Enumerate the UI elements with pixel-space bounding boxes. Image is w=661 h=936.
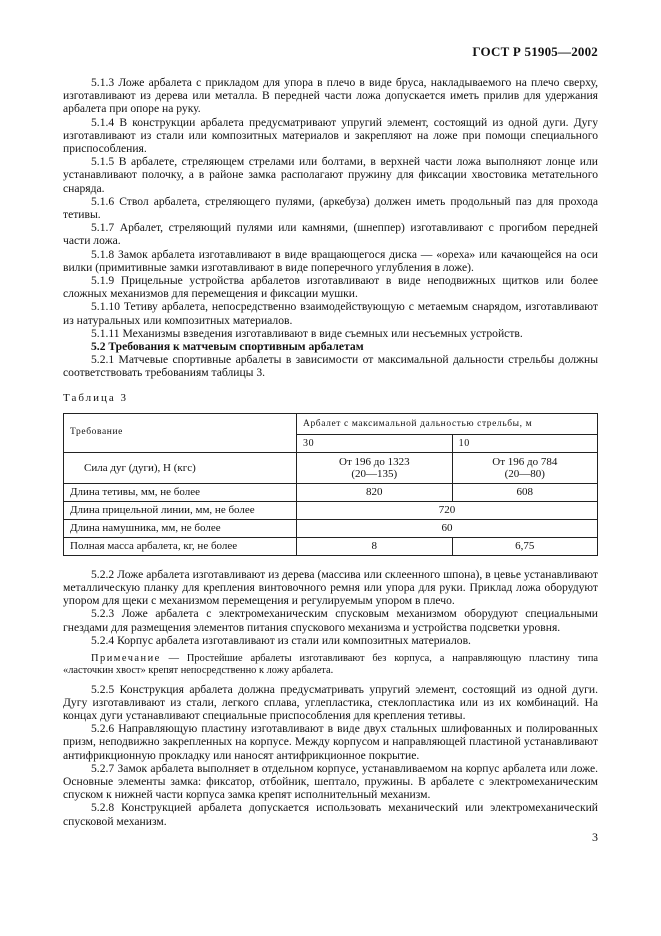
table-row: [64, 519, 598, 537]
table-header-requirement: Требование: [64, 413, 297, 452]
note-label: Примечание: [91, 653, 161, 665]
paragraph-5-1-5: 5.1.5 В арбалете, стреляющем стрелами или болтами, в верхней части ложа выполняют лонце или устанавливают полочку, а в районе замка располагают пружину для фиксации хвостовика метательного снаряда.: [63, 155, 598, 195]
cell-30m: 8: [297, 537, 453, 555]
table-caption: Таблица 3: [63, 391, 129, 404]
cell-merged: 720: [297, 501, 598, 519]
note-text: — Простейшие арбалеты изготавливают без корпуса, а направляющую пластину типа «ласточкин хвост» крепят непосредственно к ложу арбалета.: [63, 653, 598, 677]
paragraph-5-2-1: 5.2.1 Матчевые спортивные арбалеты в зависимости от максимальной дальности стрельбы должны соответствовать требованиям таблицы 3.: [63, 353, 598, 380]
table-header-30m: 30: [297, 435, 453, 452]
paragraph-5-2-2: 5.2.2 Ложе арбалета изготавливают из дерева (массива или склеенного шпона), в цевье устанавливают металлическую планку для крепления винтовочного ремня или упора для руки. Приклад ложа оборудуют упором для щеки с механизмом перемещения и регулируемым упором в плечо.: [63, 567, 598, 608]
paragraph-5-1-11: 5.1.11 Механизмы взведения изготавливают в виде съемных или несъемных устройств.: [91, 326, 523, 340]
paragraph-5-1-9: 5.1.9 Прицельные устройства арбалетов изготавливают в виде неподвижных щитков или более сложных механизмов для перемещения и фиксации мушки.: [63, 274, 598, 301]
paragraph-5-1-7: 5.1.7 Арбалет, стреляющий пулями или камнями, (шнеппер) изготавливают с прогибом передней части ложа.: [63, 221, 598, 248]
row-label: Сила дуг (дуги), Н (кгс): [64, 452, 297, 483]
cell-30m: 820: [297, 483, 453, 501]
row-label: Длина тетивы, мм, не более: [64, 483, 297, 501]
paragraph-5-1-3: 5.1.3 Ложе арбалета с прикладом для упора в плечо в виде бруса, накладываемого на плечо сверху, изготавливают из дерева или металла. В передней части ложа допускается иметь прилив для удержания арбалета при опоре на руку.: [63, 76, 598, 116]
cell-10m: 6,75: [452, 537, 597, 555]
table-header-range-group: Арбалет с максимальной дальностью стрельбы, м: [297, 413, 598, 435]
cell-30m: От 196 до 1323 (20—135): [297, 452, 453, 483]
paragraph-5-1-4: 5.1.4 В конструкции арбалета предусматривают упругий элемент, состоящий из одной дуги. Дугу изготавливают из стали или композитных материалов и закрепляют на ложе при помощи специального приспособления.: [63, 115, 598, 156]
cell-10m: От 196 до 784 (20—80): [452, 452, 597, 483]
table-row: [64, 537, 598, 555]
paragraph-5-2-8: 5.2.8 Конструкцией арбалета допускается использовать механический или электромеханический спусковой механизм.: [63, 801, 598, 828]
page-number: 3: [592, 830, 598, 844]
row-label: Длина прицельной линии, мм, не более: [64, 501, 297, 519]
paragraph-5-1-6: 5.1.6 Ствол арбалета, стреляющего пулями, (аркебуза) должен иметь продольный паз для прохода тетивы.: [63, 194, 598, 222]
paragraph-5-1-8: 5.1.8 Замок арбалета изготавливают в виде вращающегося диска — «ореха» или качающейся на оси вилки (примитивные замки изготавливают в виде поперечного углубления в ложе).: [63, 247, 598, 274]
paragraph-5-2-3: 5.2.3 Ложе арбалета с электромеханическим спусковым механизмом оборудуют специальными гнездами для размещения элементов питания спускового механизма и устройства подсветки уровня.: [63, 607, 598, 634]
page-content: [63, 76, 598, 828]
table-row: [64, 483, 598, 501]
table-row: [64, 452, 598, 483]
row-label: Полная масса арбалета, кг, не более: [64, 537, 297, 555]
section-heading-5-2: 5.2 Требования к матчевым спортивным арбалетам: [91, 340, 364, 354]
paragraph-5-2-6: 5.2.6 Направляющую пластину изготавливают в виде двух стальных шлифованных и полированных призм, неподвижно закрепленных на корпусе. Между корпусом и направляющей пластиной устанавливают антифрикционную прокладку или наносят антифрикционное покрытие.: [63, 722, 598, 762]
paragraph-5-2-5: 5.2.5 Конструкция арбалета должна предусматривать упругий элемент, состоящий из одной дуги. Дугу изготавливают из стали, легкого сплава, углепластика, стеклопластика или из их комбинаций. На концах дуги устанавливают специальные приспособления для крепления тетивы.: [63, 682, 598, 722]
paragraph-5-1-10: 5.1.10 Тетиву арбалета, непосредственно взаимодействующую с метаемым снарядом, изготавливают из натуральных или композитных материалов.: [63, 300, 598, 327]
table-header-10m: 10: [452, 435, 597, 452]
requirements-table: [63, 413, 598, 556]
cell-10m: 608: [452, 483, 597, 501]
note: [63, 653, 598, 677]
paragraph-5-2-7: 5.2.7 Замок арбалета выполняет в отдельном корпусе, устанавливаемом на корпус арбалета или ложе. Основные элементы замка: фиксатор, отбойник, шептало, пружины. В арбалете с электромеханическим спуском к нижней части корпуса замка крепят исполнительный механизм.: [63, 761, 598, 802]
paragraph-5-2-4: 5.2.4 Корпус арбалета изготавливают из стали или композитных материалов.: [91, 633, 471, 647]
document-header: ГОСТ Р 51905—2002: [472, 44, 598, 59]
cell-merged: 60: [297, 519, 598, 537]
row-label: Длина намушника, мм, не более: [64, 519, 297, 537]
table-row: [64, 501, 598, 519]
